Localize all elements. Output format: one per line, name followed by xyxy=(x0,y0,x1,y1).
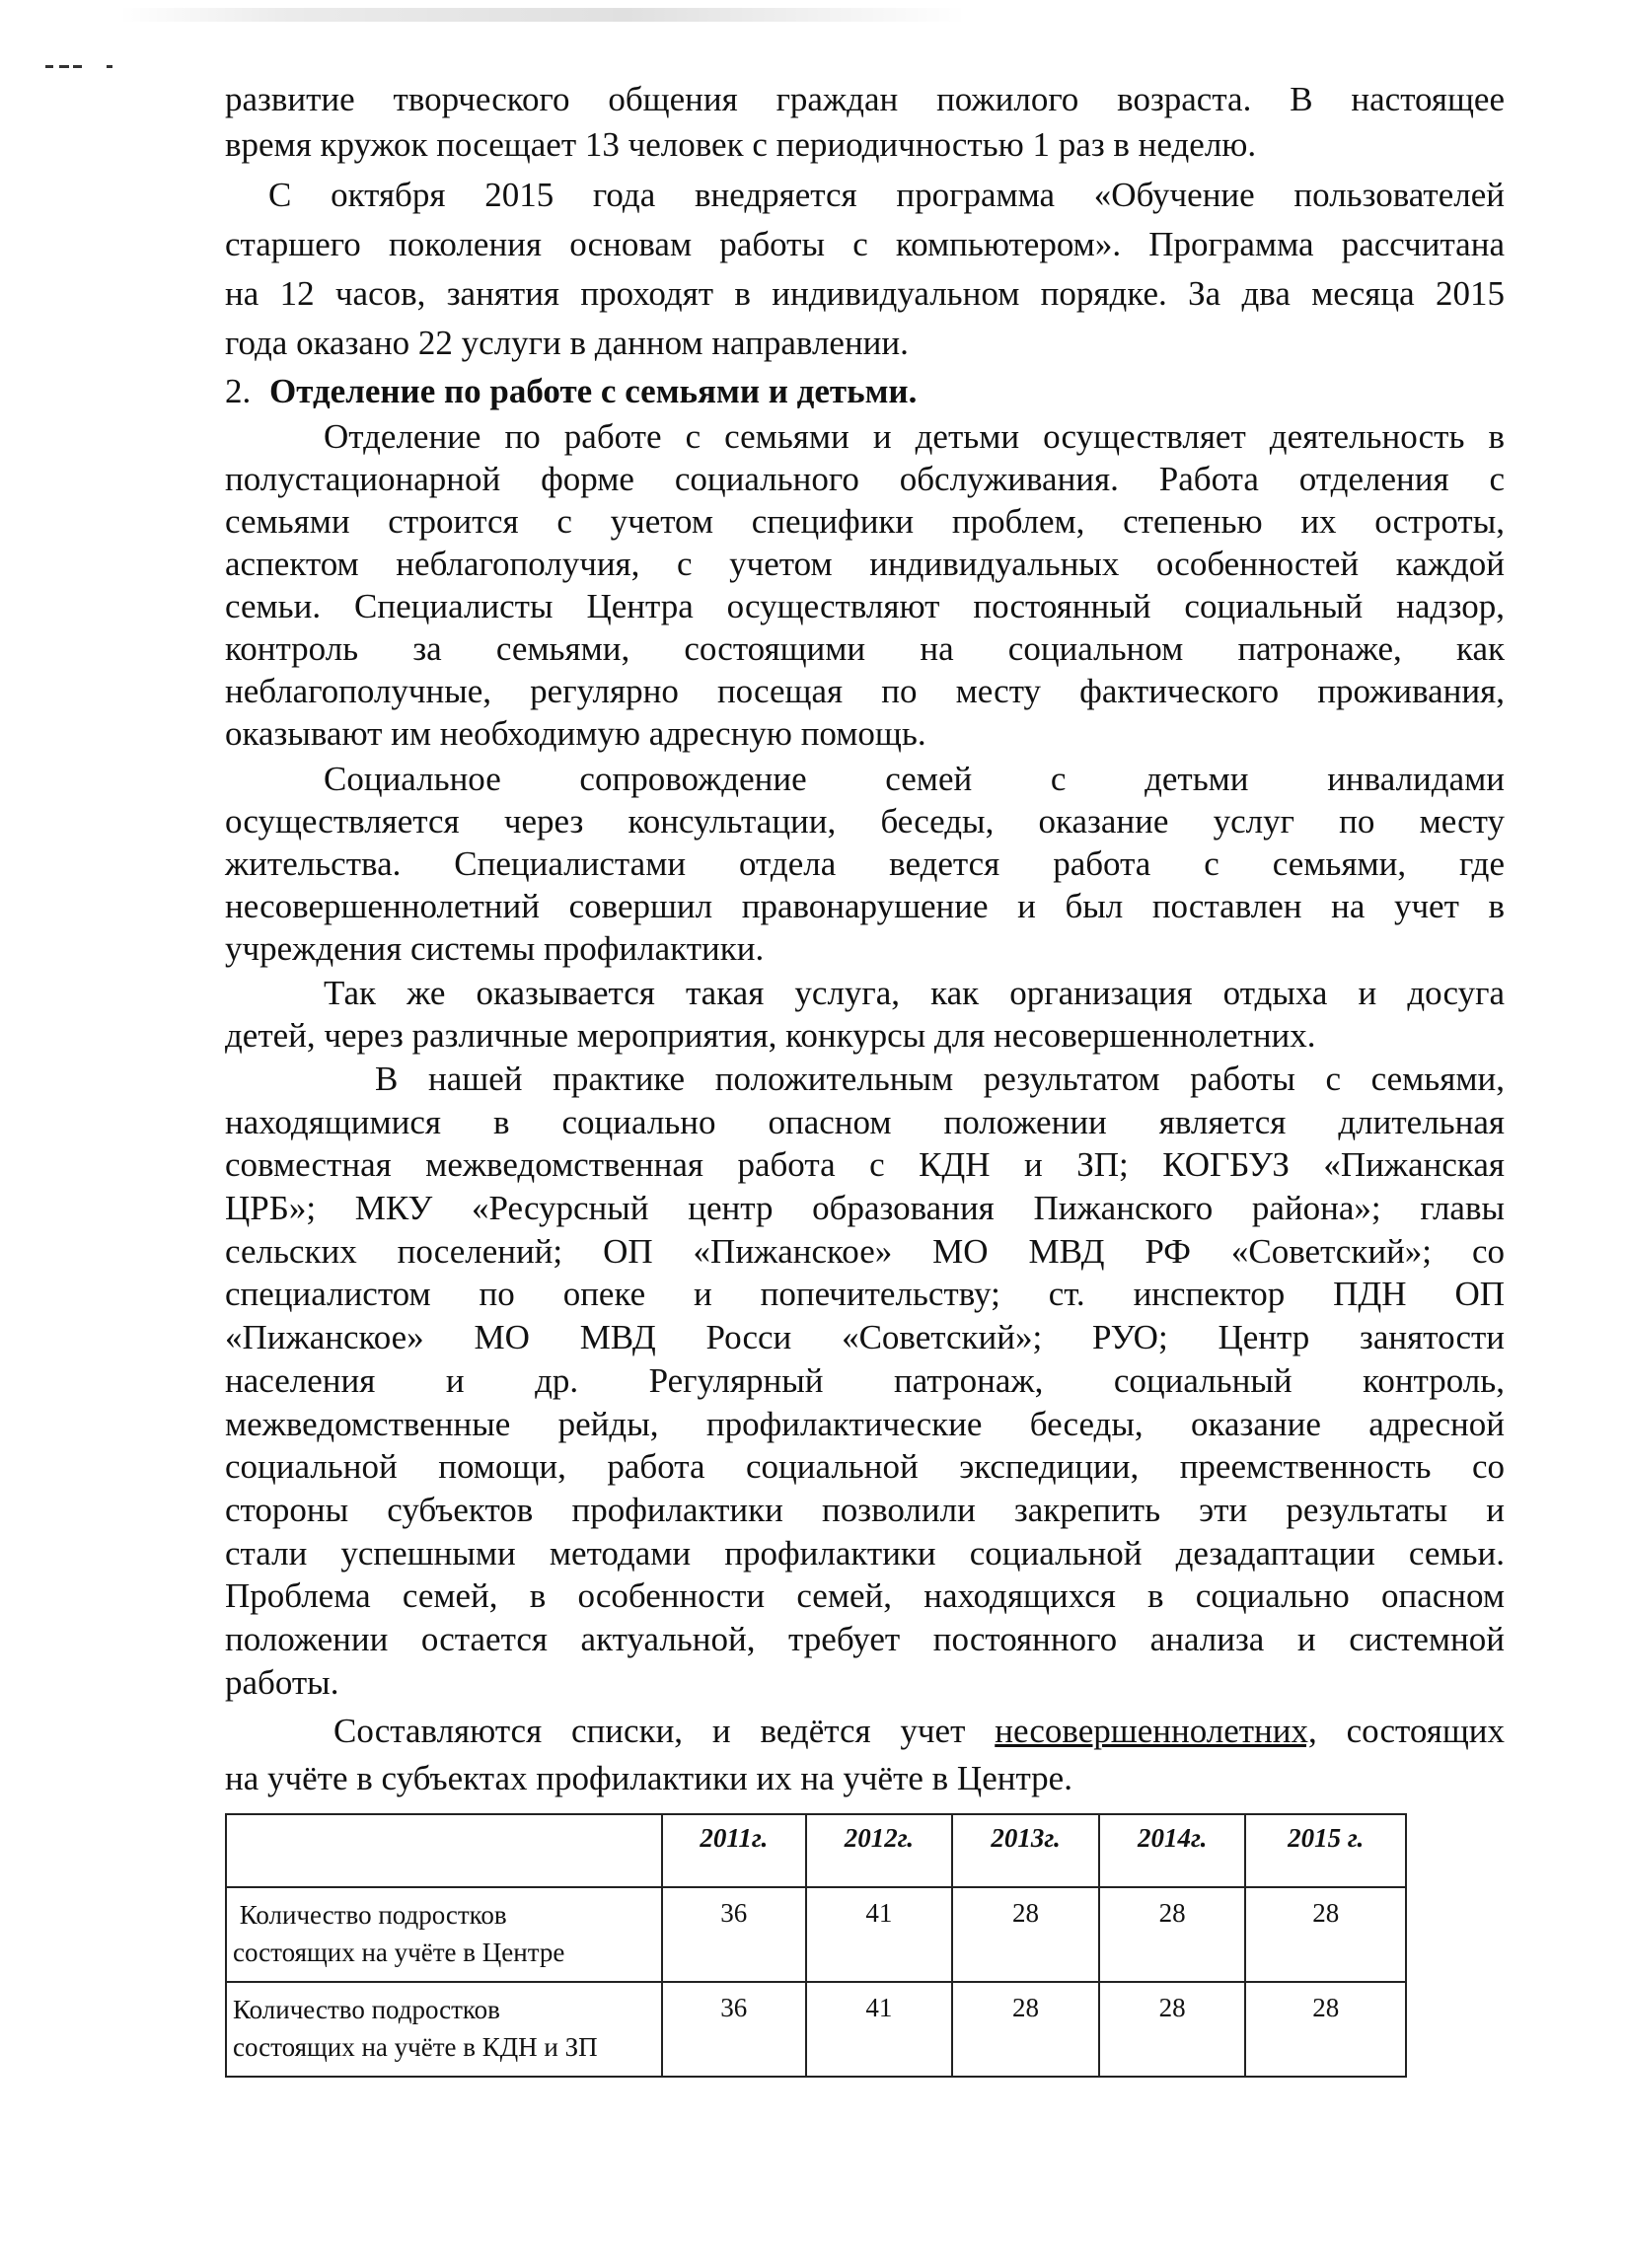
table-header-year: 2014г. xyxy=(1099,1814,1246,1887)
paragraph-line: учреждения системы профилактики. xyxy=(225,929,765,968)
table-row xyxy=(226,1887,1406,1982)
paragraph-line: сельских поселений; ОП «Пижанское» МО МВД РФ «Советский»; со xyxy=(225,1231,1505,1271)
paragraph-line: на учёте в субъектах профилактики их на учёте в Центре. xyxy=(225,1759,1072,1797)
paragraph-line: семьями строится с учетом специфики проблем, степенью их остроты, xyxy=(225,502,1505,541)
paragraph-line xyxy=(333,1709,1505,1754)
table-cell: 36 xyxy=(662,1887,806,1982)
paragraph-3 xyxy=(225,415,1505,755)
table-header-year: 2012г. xyxy=(806,1814,953,1887)
paragraph-line: несовершеннолетний совершил правонарушение и был поставлен на учет в xyxy=(225,887,1505,925)
paragraph-line: Отделение по работе с семьями и детьми осуществляет деятельность в xyxy=(324,417,1505,456)
paragraph-line: полустационарной форме социального обслуживания. Работа отделения с xyxy=(225,460,1505,498)
paragraph-line: Проблема семей, в особенности семей, находящихся в социально опасном xyxy=(225,1576,1505,1616)
paragraph-line: неблагополучные, регулярно посещая по месту фактического проживания, xyxy=(225,672,1505,710)
scan-artifact-top xyxy=(118,8,967,22)
paragraph-line: «Пижанское» МО МВД Росси «Советский»; РУО; Центр занятости xyxy=(225,1318,1505,1357)
table-cell: 28 xyxy=(1245,1982,1406,2077)
paragraph-line: стали успешными методами профилактики социальной дезадаптации семьи. xyxy=(225,1533,1505,1573)
paragraph-line: находящимися в социально опасном положении является длительная xyxy=(225,1102,1505,1141)
table-header-row xyxy=(226,1814,1406,1887)
paragraph-line: совместная межведомственная работа с КДН и ЗП; КОГБУЗ «Пижанская xyxy=(225,1145,1505,1185)
paragraph-line: на 12 часов, занятия проходят в индивидуальном порядке. За два месяца 2015 xyxy=(225,274,1505,313)
table-header-year: 2011г. xyxy=(662,1814,806,1887)
table-cell: 41 xyxy=(806,1982,953,2077)
paragraph-line: работы. xyxy=(225,1662,339,1702)
paragraph-line: С октября 2015 года внедряется программа «Обучение пользователей xyxy=(268,176,1505,214)
paragraph-line: Так же оказывается такая услуга, как организация отдыха и досуга xyxy=(324,974,1505,1012)
paragraph-4 xyxy=(225,758,1505,970)
paragraph-line: ЦРБ»; МКУ «Ресурсный центр образования Пижанского района»; главы xyxy=(225,1189,1505,1228)
paragraph-5 xyxy=(225,972,1505,1057)
paragraph-line: детей, через различные мероприятия, конкурсы для несовершеннолетних. xyxy=(225,1016,1316,1055)
section-title: Отделение по работе с семьями и детьми. xyxy=(269,372,918,410)
row-label xyxy=(226,1982,662,2077)
row-label-line: состоящих на учёте в КДН и ЗП xyxy=(233,2032,598,2062)
paragraph-line: социальной помощи, работа социальной экспедиции, преемственность со xyxy=(225,1447,1505,1487)
table-cell: 28 xyxy=(952,1887,1099,1982)
paragraph-6 xyxy=(225,1058,1505,1704)
table-cell: 36 xyxy=(662,1982,806,2077)
paragraph-line: В нашей практике положительным результатом работы с семьями, xyxy=(375,1060,1505,1098)
paragraph-line: года оказано 22 услуги в данном направлении. xyxy=(225,324,909,362)
paragraph-line: осуществляется через консультации, беседы, оказание услуг по месту xyxy=(225,802,1505,841)
paragraph-line: населения и др. Регулярный патронаж, социальный контроль, xyxy=(225,1360,1505,1400)
paragraph-line: положении остается актуальной, требует постоянного анализа и системной xyxy=(225,1619,1505,1658)
paragraph-line: развитие творческого общения граждан пожилого возраста. В настоящее xyxy=(225,80,1505,118)
paragraph-line: старшего поколения основам работы с компьютером». Программа рассчитана xyxy=(225,225,1505,263)
paragraph-line: время кружок посещает 13 человек с периодичностью 1 раз в неделю. xyxy=(225,125,1257,164)
table-cell: 28 xyxy=(1099,1887,1246,1982)
table-header-blank xyxy=(226,1814,662,1887)
paragraph-line: контроль за семьями, состоящими на социальном патронаже, как xyxy=(225,629,1505,668)
table-cell: 28 xyxy=(1245,1887,1406,1982)
statistics-table xyxy=(225,1813,1407,2078)
table-cell: 41 xyxy=(806,1887,953,1982)
paragraph-line: оказывают им необходимую адресную помощь. xyxy=(225,714,926,753)
row-label xyxy=(226,1887,662,1982)
table-header-year: 2013г. xyxy=(952,1814,1099,1887)
scan-artifact-mark xyxy=(45,65,114,71)
text-segment: Составляются списки, и ведётся учет xyxy=(333,1712,996,1750)
table-header-year: 2015 г. xyxy=(1245,1814,1406,1887)
text-segment: состоящих xyxy=(1316,1712,1506,1750)
paragraph-line: семьи. Специалисты Центра осуществляют постоянный социальный надзор, xyxy=(225,587,1505,625)
underlined-text: несовершеннолетних, xyxy=(995,1712,1317,1750)
table-cell: 28 xyxy=(1099,1982,1246,2077)
paragraph-2 xyxy=(225,173,1505,366)
paragraph-line: стороны субъектов профилактики позволили закрепить эти результаты и xyxy=(225,1490,1505,1529)
row-label-line: Количество подростков xyxy=(233,1995,500,2024)
table-cell: 28 xyxy=(952,1982,1099,2077)
paragraph-line: специалистом по опеке и попечительству; ст. инспектор ПДН ОП xyxy=(225,1275,1505,1314)
paragraph-line: Социальное сопровождение семей с детьми инвалидами xyxy=(324,760,1505,798)
section-heading xyxy=(225,369,1505,414)
paragraph-1 xyxy=(225,77,1505,168)
section-number: 2. xyxy=(225,372,252,410)
row-label-line: Количество подростков xyxy=(233,1900,507,1930)
table-row xyxy=(226,1982,1406,2077)
row-label-line: состоящих на учёте в Центре xyxy=(233,1938,565,1967)
paragraph-line: межведомственные рейды, профилактические беседы, оказание адресной xyxy=(225,1404,1505,1443)
paragraph-line: жительства. Специалистами отдела ведется работа с семьями, где xyxy=(225,844,1505,883)
paragraph-line: аспектом неблагополучия, с учетом индивидуальных особенностей каждой xyxy=(225,545,1505,583)
paragraph-7 xyxy=(225,1709,1505,1801)
